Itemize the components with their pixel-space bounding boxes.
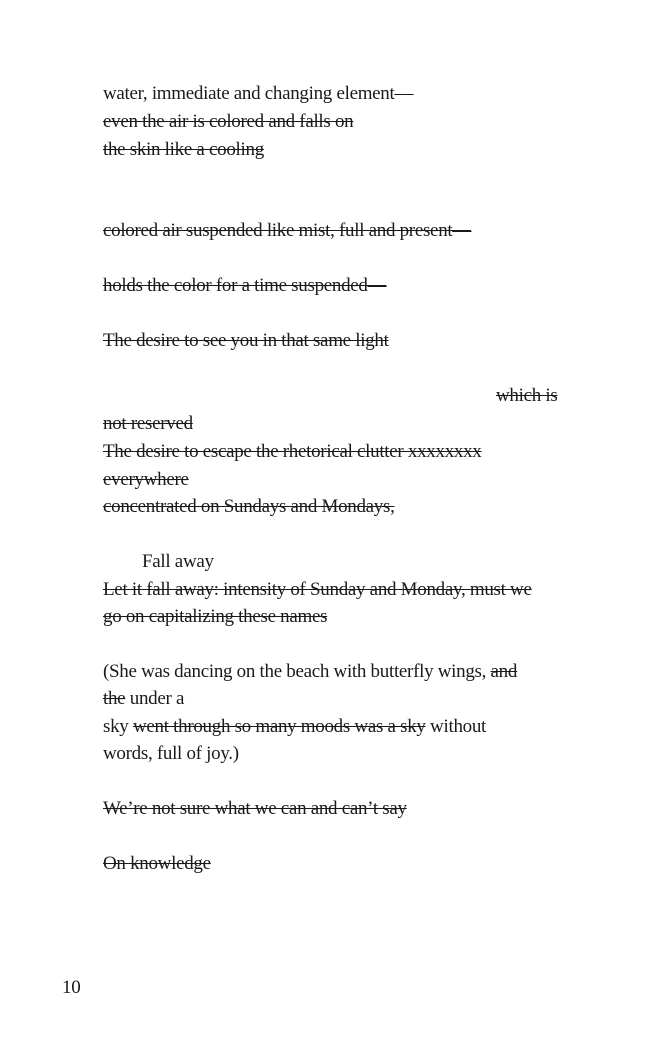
struck-line: even the air is colored and falls on bbox=[103, 111, 354, 132]
struck-line: which is bbox=[496, 385, 558, 406]
line-text: sky bbox=[103, 716, 133, 737]
poem-line bbox=[103, 658, 517, 686]
page-number: 10 bbox=[62, 977, 81, 998]
struck-text: the bbox=[103, 688, 126, 709]
struck-line: The desire to see you in that same light bbox=[103, 330, 389, 351]
struck-line: On knowledge bbox=[103, 853, 211, 874]
line-text: without bbox=[425, 716, 487, 737]
struck-line: everywhere bbox=[103, 469, 189, 490]
struck-line: go on capitalizing these names bbox=[103, 606, 328, 627]
struck-line: colored air suspended like mist, full and present— bbox=[103, 220, 472, 241]
poem-line: words, full of joy.) bbox=[103, 743, 239, 764]
struck-line: The desire to escape the rhetorical clutter xxxxxxxx bbox=[103, 441, 482, 462]
poem-line bbox=[103, 713, 486, 741]
line-text: (She was dancing on the beach with butterfly wings, bbox=[103, 661, 491, 682]
poem-line: water, immediate and changing element— bbox=[103, 83, 414, 104]
struck-text: went through so many moods was a sky bbox=[132, 716, 426, 737]
struck-text: and bbox=[490, 661, 518, 682]
struck-line: not reserved bbox=[103, 413, 193, 434]
struck-line: holds the color for a time suspended— bbox=[103, 275, 387, 296]
line-text: under a bbox=[125, 688, 185, 709]
struck-line: concentrated on Sundays and Mondays, bbox=[103, 496, 395, 517]
poem-line bbox=[103, 685, 184, 713]
struck-line: Let it fall away: intensity of Sunday and Monday, must we bbox=[103, 579, 532, 600]
struck-line: the skin like a cooling bbox=[103, 139, 264, 160]
poem-line: Fall away bbox=[142, 551, 214, 572]
struck-line: We’re not sure what we can and can’t say bbox=[103, 798, 407, 819]
